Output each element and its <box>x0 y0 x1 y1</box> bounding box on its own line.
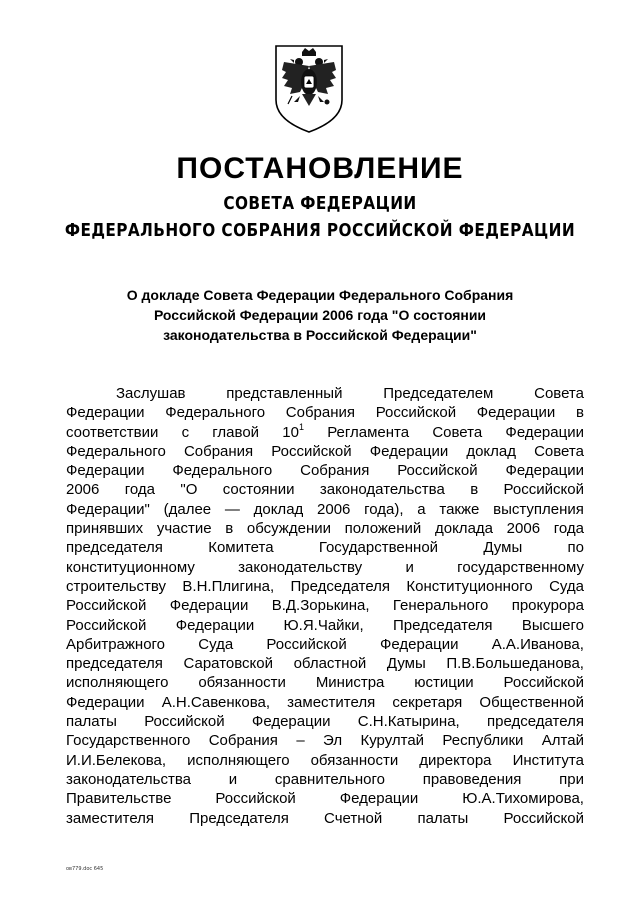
body-word: исполняющего <box>187 751 290 769</box>
body-line <box>66 519 584 538</box>
body-word: Совета <box>534 442 584 460</box>
body-word: доклад <box>466 442 517 460</box>
body-word: доклада <box>434 520 493 538</box>
body-line <box>66 616 584 635</box>
body-line <box>66 731 584 750</box>
body-line <box>66 577 584 596</box>
body-word: заместителя <box>66 809 155 827</box>
body-word: Собрания <box>300 462 370 480</box>
body-word: Российской <box>66 597 147 615</box>
body-word: в <box>470 481 479 499</box>
body-word: обязанности <box>198 674 286 692</box>
body-word: Федерации <box>169 597 249 615</box>
body-line <box>66 403 584 422</box>
body-word: а <box>417 500 426 518</box>
body-word: правоведения <box>422 770 522 788</box>
body-word: Российской <box>503 674 584 692</box>
body-word: Суда <box>198 635 234 653</box>
body-word: Собрания <box>285 404 356 422</box>
body-word: строительству <box>66 577 167 595</box>
body-word: конституционному <box>66 558 195 576</box>
heading-line: Российской Федерации 2006 года "О состоянии <box>153 307 487 323</box>
body-word: Федерации <box>251 713 331 731</box>
body-word: прокурора <box>511 597 584 615</box>
body-word: П.В.Большеданова, <box>446 655 584 673</box>
body-word: А.А.Иванова, <box>491 635 584 653</box>
body-line <box>66 384 584 403</box>
body-word: участие <box>156 520 212 538</box>
body-word: Заслушав <box>116 385 186 402</box>
document-title: ПОСТАНОВЛЕНИЕ <box>176 152 464 185</box>
body-line <box>66 712 584 731</box>
body-word: Совета <box>534 385 584 402</box>
coat-of-arms-emblem-icon <box>272 44 346 136</box>
heading-line: законодательства в Российской Федерации" <box>163 327 477 343</box>
body-word: председателя <box>487 713 584 731</box>
body-word: и <box>228 770 238 788</box>
body-word: также <box>439 500 480 518</box>
body-word: по <box>567 539 584 557</box>
body-word: Федерации <box>339 790 419 808</box>
body-word: при <box>559 770 584 788</box>
body-word: принявших <box>66 520 144 538</box>
body-text <box>66 384 584 828</box>
body-word: с <box>181 423 190 441</box>
body-word: года <box>553 520 584 538</box>
heading-line: О докладе Совета Федерации Федерального Собрания <box>126 287 514 303</box>
body-word: Ю.Я.Чайки, <box>283 616 364 634</box>
body-line <box>66 480 584 499</box>
body-word: Федерации <box>369 442 449 460</box>
body-line <box>66 635 584 654</box>
body-word: доклад <box>253 500 304 518</box>
body-word: соответствии <box>66 423 159 441</box>
body-word: сравнительного <box>274 770 385 788</box>
body-word: Арбитражного <box>66 635 166 653</box>
body-word: А.Н.Савенкова, <box>161 693 271 711</box>
body-word: Председателя <box>392 616 493 634</box>
body-word: Российской <box>375 404 457 422</box>
issuer-line-2: ФЕДЕРАЛЬНОГО СОБРАНИЯ РОССИЙСКОЙ ФЕДЕРАЦИИ <box>64 220 576 241</box>
body-word: Высшего <box>521 616 584 634</box>
footer-document-code: ов779.doc 645 <box>66 866 104 872</box>
body-word: Федерации" <box>66 500 150 518</box>
body-line <box>66 673 584 692</box>
body-word: представленный <box>226 385 343 402</box>
body-word: "О <box>180 481 198 499</box>
body-word: юстиции <box>414 674 474 692</box>
body-word: – <box>296 732 305 750</box>
body-word: областной <box>293 655 367 673</box>
body-word: обсуждении <box>246 520 331 538</box>
body-word: 2006 <box>66 481 100 499</box>
body-word: Российской <box>266 635 347 653</box>
body-word: Эл <box>323 732 343 750</box>
body-word: Генерального <box>392 597 489 615</box>
body-word: Федерации <box>476 404 556 422</box>
issuer-line-1: СОВЕТА ФЕДЕРАЦИИ <box>223 193 417 214</box>
body-word: Федерального <box>165 404 266 422</box>
body-word: Комитета <box>208 539 274 557</box>
body-word: в <box>225 520 234 538</box>
body-word: Федерации <box>505 423 584 441</box>
body-word: С.Н.Катырина, <box>357 713 460 731</box>
body-word: государственному <box>457 558 584 576</box>
body-line <box>66 654 584 673</box>
body-word: состоянии <box>222 481 295 499</box>
body-word: В.Д.Зорькина, <box>271 597 370 615</box>
body-word: Российской <box>503 809 584 827</box>
body-word: Российской <box>144 713 225 731</box>
body-word: Регламента <box>327 423 410 441</box>
body-line <box>66 770 584 789</box>
body-line <box>66 461 584 480</box>
body-word: выступления <box>493 500 584 518</box>
body-word: — <box>224 500 240 518</box>
body-word: Председателем <box>383 385 494 402</box>
body-line <box>66 693 584 712</box>
body-word: Суда <box>549 577 584 595</box>
body-word: Алтай <box>541 732 584 750</box>
body-word: заместителя <box>287 693 376 711</box>
body-word: года <box>124 481 155 499</box>
body-word: Собрания <box>183 442 254 460</box>
body-word: Думы <box>483 539 523 557</box>
body-word: в <box>575 404 584 422</box>
body-word: Собрания <box>208 732 278 750</box>
body-word: Федерации <box>379 635 459 653</box>
body-word: законодательства <box>319 481 445 499</box>
body-word: Общественной <box>479 693 584 711</box>
body-word: Совета <box>432 423 483 441</box>
body-word: законодательства <box>66 770 191 788</box>
body-word: Государственного <box>66 732 191 750</box>
body-word: директора <box>419 751 492 769</box>
body-word: положений <box>344 520 422 538</box>
body-word: $10^1$ <box>282 421 304 441</box>
body-word: Федерального <box>66 442 166 460</box>
body-word: В.Н.Плигина, <box>182 577 275 595</box>
body-word: палаты <box>66 713 117 731</box>
body-line <box>66 596 584 615</box>
body-word: И.И.Белекова, <box>66 751 167 769</box>
body-word: Министра <box>315 674 385 692</box>
body-word: Федерального <box>172 462 273 480</box>
body-word: палаты <box>417 809 469 827</box>
body-word: Думы <box>386 655 426 673</box>
body-word: Российской <box>66 616 147 634</box>
body-word: исполняющего <box>66 674 169 692</box>
body-word: Республики <box>442 732 524 750</box>
body-word: Российской <box>271 442 352 460</box>
body-line <box>66 809 584 828</box>
body-word: Российской <box>397 462 478 480</box>
body-word: обязанности <box>310 751 399 769</box>
body-word: законодательству <box>238 558 363 576</box>
body-line <box>66 423 584 442</box>
body-line <box>66 751 584 770</box>
body-word: 2006 <box>317 500 351 518</box>
body-word: Ю.А.Тихомирова, <box>462 790 584 808</box>
body-word: Института <box>512 751 584 769</box>
body-line <box>66 500 584 519</box>
body-word: Председателя <box>290 577 391 595</box>
body-word: (далее <box>163 500 212 518</box>
body-word: 2006 <box>506 520 541 538</box>
body-line <box>66 789 584 808</box>
body-word: Федерации <box>66 404 145 422</box>
body-word: секретаря <box>392 693 463 711</box>
body-word: года), <box>364 500 404 518</box>
body-word: и <box>405 558 414 576</box>
body-line <box>66 442 584 461</box>
body-word: Российской <box>503 481 584 499</box>
body-word: Саратовской <box>183 655 273 673</box>
body-word: председателя <box>66 539 163 557</box>
body-word: председателя <box>66 655 163 673</box>
body-word: Конституционного <box>406 577 533 595</box>
body-word: Курултай <box>360 732 425 750</box>
body-word: Федерации <box>505 462 584 480</box>
body-word: Федерации <box>66 462 145 480</box>
body-word: Федерации <box>66 693 145 711</box>
resolution-heading <box>80 285 560 345</box>
body-line <box>66 538 584 557</box>
body-word: Федерации <box>175 616 255 634</box>
body-line <box>66 558 584 577</box>
body-word: Правительстве <box>66 790 172 808</box>
body-word: Председателя <box>189 809 289 827</box>
body-word: главой <box>212 423 260 441</box>
body-word: Счетной <box>324 809 383 827</box>
body-word: Российской <box>215 790 296 808</box>
body-word: Государственной <box>318 539 439 557</box>
